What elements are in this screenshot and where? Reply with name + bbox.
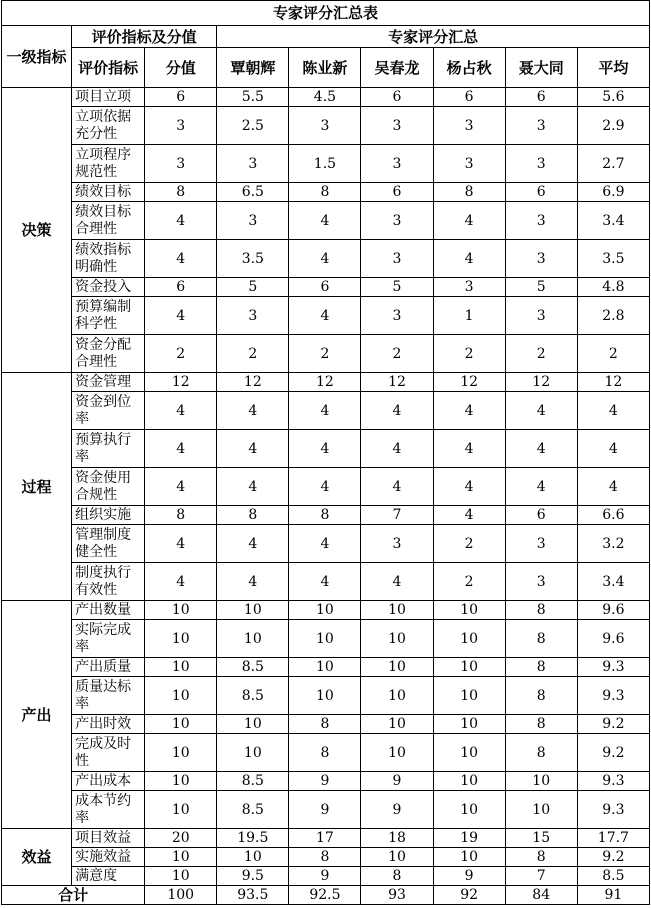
expert-score-cell: 19.5 xyxy=(217,829,289,848)
header-indicator: 评价指标 xyxy=(72,48,145,88)
expert-score-cell: 6 xyxy=(505,88,577,107)
expert-score-cell: 8.5 xyxy=(217,772,289,791)
indicator-cell: 质量达标率 xyxy=(72,677,145,715)
indicator-cell: 预算编制科学性 xyxy=(72,297,145,335)
header-average: 平均 xyxy=(577,48,649,88)
expert-score-cell: 3 xyxy=(361,107,433,145)
expert-score-cell: 2 xyxy=(289,335,361,373)
indicator-cell: 完成及时性 xyxy=(72,734,145,772)
indicator-cell: 制度执行有效性 xyxy=(72,563,145,601)
score-cell: 10 xyxy=(145,677,217,715)
expert-score-cell: 3 xyxy=(433,278,505,297)
indicator-cell: 绩效指标明确性 xyxy=(72,240,145,278)
expert-score-cell: 10 xyxy=(361,658,433,677)
table-row xyxy=(2,715,650,734)
expert-score-cell: 8.5 xyxy=(217,677,289,715)
table-row xyxy=(2,734,650,772)
average-cell: 4 xyxy=(577,392,649,430)
average-cell: 4.8 xyxy=(577,278,649,297)
expert-score-cell: 4 xyxy=(217,563,289,601)
score-cell: 3 xyxy=(145,107,217,145)
expert-score-cell: 6 xyxy=(289,278,361,297)
table-row xyxy=(2,392,650,430)
indicator-cell: 绩效目标 xyxy=(72,183,145,202)
expert-score-cell: 9 xyxy=(289,791,361,829)
indicator-cell: 实际完成率 xyxy=(72,620,145,658)
expert-score-cell: 18 xyxy=(361,829,433,848)
expert-score-cell: 4 xyxy=(433,240,505,278)
expert-score-cell: 6 xyxy=(505,183,577,202)
score-cell: 4 xyxy=(145,525,217,563)
expert-score-cell: 10 xyxy=(217,715,289,734)
expert-score-cell: 3 xyxy=(217,297,289,335)
indicator-cell: 产出质量 xyxy=(72,658,145,677)
indicator-cell: 立项程序规范性 xyxy=(72,145,145,183)
expert-score-cell: 8 xyxy=(505,734,577,772)
average-cell: 9.2 xyxy=(577,848,649,867)
header-score: 分值 xyxy=(145,48,217,88)
expert-score-cell: 8 xyxy=(505,848,577,867)
expert-score-cell: 4 xyxy=(289,202,361,240)
expert-score-cell: 6 xyxy=(505,506,577,525)
total-label: 合计 xyxy=(2,886,145,905)
indicator-cell: 产出时效 xyxy=(72,715,145,734)
score-cell: 4 xyxy=(145,563,217,601)
expert-score-cell: 5 xyxy=(361,278,433,297)
expert-score-cell: 8.5 xyxy=(217,791,289,829)
table-row xyxy=(2,88,650,107)
expert-score-cell: 9 xyxy=(361,772,433,791)
score-cell: 6 xyxy=(145,278,217,297)
expert-score-cell: 3 xyxy=(361,525,433,563)
expert-score-cell: 8 xyxy=(505,658,577,677)
table-row xyxy=(2,563,650,601)
expert-score-cell: 8 xyxy=(289,715,361,734)
expert-score-cell: 8 xyxy=(289,848,361,867)
indicator-cell: 立项依据充分性 xyxy=(72,107,145,145)
total-value-cell: 91 xyxy=(577,886,649,905)
expert-score-cell: 4 xyxy=(289,563,361,601)
header-expert-1: 覃朝辉 xyxy=(217,48,289,88)
score-cell: 4 xyxy=(145,430,217,468)
expert-score-cell: 10 xyxy=(361,848,433,867)
table-row xyxy=(2,620,650,658)
expert-score-cell: 10 xyxy=(217,601,289,620)
expert-score-cell: 4 xyxy=(361,468,433,506)
expert-score-cell: 2 xyxy=(433,525,505,563)
expert-score-cell: 4 xyxy=(433,506,505,525)
average-cell: 12 xyxy=(577,373,649,392)
total-value-cell: 93.5 xyxy=(217,886,289,905)
expert-score-cell: 8.5 xyxy=(217,658,289,677)
header-expert-5: 聂大同 xyxy=(505,48,577,88)
expert-score-cell: 10 xyxy=(217,620,289,658)
indicator-cell: 项目立项 xyxy=(72,88,145,107)
expert-score-cell: 8 xyxy=(361,867,433,886)
indicator-cell: 资金投入 xyxy=(72,278,145,297)
expert-score-cell: 12 xyxy=(217,373,289,392)
table-row xyxy=(2,107,650,145)
expert-score-cell: 4 xyxy=(217,392,289,430)
average-cell: 9.6 xyxy=(577,620,649,658)
score-cell: 10 xyxy=(145,715,217,734)
indicator-cell: 资金使用合规性 xyxy=(72,468,145,506)
indicator-cell: 成本节约率 xyxy=(72,791,145,829)
average-cell: 3.5 xyxy=(577,240,649,278)
expert-score-cell: 3 xyxy=(505,563,577,601)
expert-score-cell: 8 xyxy=(505,620,577,658)
table-row xyxy=(2,772,650,791)
expert-score-cell: 6 xyxy=(361,88,433,107)
table-row xyxy=(2,430,650,468)
expert-score-cell: 2 xyxy=(217,335,289,373)
average-cell: 4 xyxy=(577,468,649,506)
average-cell: 5.6 xyxy=(577,88,649,107)
expert-score-cell: 1 xyxy=(433,297,505,335)
average-cell: 4 xyxy=(577,430,649,468)
indicator-cell: 预算执行率 xyxy=(72,430,145,468)
score-cell: 4 xyxy=(145,297,217,335)
expert-score-cell: 3 xyxy=(505,240,577,278)
expert-score-cell: 12 xyxy=(289,373,361,392)
total-value-cell: 100 xyxy=(145,886,217,905)
average-cell: 6.6 xyxy=(577,506,649,525)
table-row xyxy=(2,278,650,297)
score-cell: 4 xyxy=(145,468,217,506)
indicator-cell: 实施效益 xyxy=(72,848,145,867)
indicator-cell: 项目效益 xyxy=(72,829,145,848)
expert-score-cell: 12 xyxy=(505,373,577,392)
category-decision: 决策 xyxy=(2,88,72,373)
expert-score-cell: 10 xyxy=(217,734,289,772)
category-process: 过程 xyxy=(2,373,72,601)
header-expert-4: 杨占秋 xyxy=(433,48,505,88)
expert-score-cell: 9 xyxy=(361,791,433,829)
indicator-cell: 资金到位率 xyxy=(72,392,145,430)
score-cell: 4 xyxy=(145,202,217,240)
expert-score-cell: 12 xyxy=(361,373,433,392)
expert-score-cell: 8 xyxy=(289,734,361,772)
expert-score-cell: 3.5 xyxy=(217,240,289,278)
expert-score-cell: 4 xyxy=(289,392,361,430)
score-cell: 4 xyxy=(145,392,217,430)
expert-score-cell: 8 xyxy=(433,183,505,202)
expert-score-cell: 4 xyxy=(289,430,361,468)
table-row xyxy=(2,506,650,525)
score-cell: 20 xyxy=(145,829,217,848)
expert-score-cell: 3 xyxy=(505,202,577,240)
expert-score-cell: 4.5 xyxy=(289,88,361,107)
expert-score-cell: 1.5 xyxy=(289,145,361,183)
expert-score-cell: 6.5 xyxy=(217,183,289,202)
expert-score-cell: 4 xyxy=(289,240,361,278)
expert-score-cell: 8 xyxy=(289,183,361,202)
average-cell: 2.9 xyxy=(577,107,649,145)
expert-score-cell: 3 xyxy=(361,202,433,240)
header-indicator-group: 评价指标及分值 xyxy=(72,26,217,48)
expert-score-cell: 10 xyxy=(289,620,361,658)
header-expert-group: 专家评分汇总 xyxy=(217,26,650,48)
table-row xyxy=(2,183,650,202)
expert-score-cell: 3 xyxy=(505,107,577,145)
average-cell: 9.3 xyxy=(577,791,649,829)
table-row xyxy=(2,867,650,886)
expert-score-cell: 9 xyxy=(289,772,361,791)
expert-score-cell: 3 xyxy=(361,297,433,335)
table-title: 专家评分汇总表 xyxy=(2,1,650,26)
average-cell: 8.5 xyxy=(577,867,649,886)
category-output: 产出 xyxy=(2,601,72,829)
average-cell: 9.2 xyxy=(577,734,649,772)
expert-score-cell: 4 xyxy=(361,392,433,430)
score-cell: 8 xyxy=(145,183,217,202)
expert-score-cell: 4 xyxy=(433,392,505,430)
score-cell: 10 xyxy=(145,848,217,867)
table-row xyxy=(2,373,650,392)
expert-score-cell: 2 xyxy=(361,335,433,373)
average-cell: 2 xyxy=(577,335,649,373)
expert-score-cell: 17 xyxy=(289,829,361,848)
expert-score-cell: 10 xyxy=(433,734,505,772)
expert-score-cell: 10 xyxy=(505,772,577,791)
average-cell: 9.3 xyxy=(577,772,649,791)
expert-score-summary-table xyxy=(1,0,650,905)
table-row xyxy=(2,601,650,620)
indicator-cell: 资金管理 xyxy=(72,373,145,392)
score-cell: 10 xyxy=(145,867,217,886)
average-cell: 6.9 xyxy=(577,183,649,202)
expert-score-cell: 4 xyxy=(505,392,577,430)
score-cell: 2 xyxy=(145,335,217,373)
expert-score-cell: 4 xyxy=(361,430,433,468)
expert-score-cell: 10 xyxy=(289,601,361,620)
header-expert-2: 陈业新 xyxy=(289,48,361,88)
expert-score-cell: 15 xyxy=(505,829,577,848)
average-cell: 2.8 xyxy=(577,297,649,335)
table-row xyxy=(2,829,650,848)
score-cell: 10 xyxy=(145,620,217,658)
score-cell: 10 xyxy=(145,658,217,677)
average-cell: 9.3 xyxy=(577,677,649,715)
score-cell: 8 xyxy=(145,506,217,525)
expert-score-cell: 10 xyxy=(433,772,505,791)
expert-score-cell: 2.5 xyxy=(217,107,289,145)
expert-score-cell: 4 xyxy=(433,202,505,240)
expert-score-cell: 10 xyxy=(361,715,433,734)
score-cell: 10 xyxy=(145,772,217,791)
average-cell: 3.2 xyxy=(577,525,649,563)
score-cell: 3 xyxy=(145,145,217,183)
expert-score-cell: 10 xyxy=(289,677,361,715)
expert-score-cell: 4 xyxy=(217,430,289,468)
total-value-cell: 92.5 xyxy=(289,886,361,905)
expert-score-cell: 8 xyxy=(505,677,577,715)
expert-score-cell: 3 xyxy=(361,145,433,183)
average-cell: 2.7 xyxy=(577,145,649,183)
table-row xyxy=(2,202,650,240)
expert-score-cell: 10 xyxy=(433,677,505,715)
average-cell: 3.4 xyxy=(577,563,649,601)
average-cell: 9.2 xyxy=(577,715,649,734)
expert-score-cell: 8 xyxy=(505,601,577,620)
expert-score-cell: 8 xyxy=(289,506,361,525)
expert-score-cell: 3 xyxy=(505,525,577,563)
expert-score-cell: 3 xyxy=(217,202,289,240)
expert-score-cell: 4 xyxy=(289,297,361,335)
header-row-1 xyxy=(2,26,650,48)
expert-score-cell: 3 xyxy=(217,145,289,183)
expert-score-cell: 12 xyxy=(433,373,505,392)
expert-score-cell: 5 xyxy=(217,278,289,297)
indicator-cell: 绩效目标合理性 xyxy=(72,202,145,240)
expert-score-cell: 10 xyxy=(433,620,505,658)
expert-score-cell: 8 xyxy=(505,715,577,734)
header-level1: 一级指标 xyxy=(2,26,72,88)
expert-score-cell: 10 xyxy=(433,658,505,677)
expert-score-cell: 8 xyxy=(217,506,289,525)
header-expert-3: 吴春龙 xyxy=(361,48,433,88)
indicator-cell: 组织实施 xyxy=(72,506,145,525)
score-cell: 10 xyxy=(145,791,217,829)
category-benefit: 效益 xyxy=(2,829,72,886)
table-row xyxy=(2,468,650,506)
score-cell: 10 xyxy=(145,601,217,620)
table-row xyxy=(2,297,650,335)
expert-score-cell: 10 xyxy=(433,791,505,829)
expert-score-cell: 6 xyxy=(361,183,433,202)
average-cell: 9.6 xyxy=(577,601,649,620)
expert-score-cell: 10 xyxy=(217,848,289,867)
expert-score-cell: 10 xyxy=(361,677,433,715)
table-row xyxy=(2,677,650,715)
table-row xyxy=(2,848,650,867)
score-cell: 6 xyxy=(145,88,217,107)
table-row xyxy=(2,525,650,563)
header-row-2 xyxy=(2,48,650,88)
table-row xyxy=(2,335,650,373)
expert-score-cell: 3 xyxy=(433,107,505,145)
expert-score-cell: 9 xyxy=(433,867,505,886)
expert-score-cell: 9.5 xyxy=(217,867,289,886)
expert-score-cell: 3 xyxy=(505,145,577,183)
title-row xyxy=(2,1,650,26)
expert-score-cell: 4 xyxy=(217,525,289,563)
average-cell: 9.3 xyxy=(577,658,649,677)
total-value-cell: 84 xyxy=(505,886,577,905)
expert-score-cell: 10 xyxy=(361,601,433,620)
expert-score-cell: 5.5 xyxy=(217,88,289,107)
expert-score-cell: 2 xyxy=(433,335,505,373)
expert-score-cell: 4 xyxy=(289,525,361,563)
expert-score-cell: 10 xyxy=(361,734,433,772)
expert-score-cell: 10 xyxy=(505,791,577,829)
total-value-cell: 92 xyxy=(433,886,505,905)
expert-score-cell: 7 xyxy=(361,506,433,525)
score-cell: 12 xyxy=(145,373,217,392)
expert-score-cell: 19 xyxy=(433,829,505,848)
expert-score-cell: 3 xyxy=(505,297,577,335)
expert-score-cell: 3 xyxy=(289,107,361,145)
expert-score-cell: 4 xyxy=(217,468,289,506)
expert-score-cell: 9 xyxy=(289,867,361,886)
expert-score-cell: 4 xyxy=(505,430,577,468)
expert-score-cell: 10 xyxy=(433,601,505,620)
average-cell: 17.7 xyxy=(577,829,649,848)
expert-score-cell: 10 xyxy=(289,658,361,677)
table-row xyxy=(2,240,650,278)
average-cell: 3.4 xyxy=(577,202,649,240)
indicator-cell: 资金分配合理性 xyxy=(72,335,145,373)
expert-score-cell: 3 xyxy=(433,145,505,183)
expert-score-cell: 10 xyxy=(433,715,505,734)
expert-score-cell: 5 xyxy=(505,278,577,297)
indicator-cell: 管理制度健全性 xyxy=(72,525,145,563)
indicator-cell: 产出数量 xyxy=(72,601,145,620)
expert-score-cell: 2 xyxy=(505,335,577,373)
expert-score-cell: 3 xyxy=(361,240,433,278)
expert-score-cell: 10 xyxy=(361,620,433,658)
table-row xyxy=(2,791,650,829)
expert-score-cell: 4 xyxy=(433,430,505,468)
expert-score-cell: 4 xyxy=(361,563,433,601)
expert-score-cell: 4 xyxy=(289,468,361,506)
expert-score-cell: 6 xyxy=(433,88,505,107)
expert-score-cell: 7 xyxy=(505,867,577,886)
table-row xyxy=(2,145,650,183)
score-cell: 10 xyxy=(145,734,217,772)
score-cell: 4 xyxy=(145,240,217,278)
table-row xyxy=(2,658,650,677)
expert-score-cell: 4 xyxy=(433,468,505,506)
expert-score-cell: 10 xyxy=(433,848,505,867)
expert-score-cell: 2 xyxy=(433,563,505,601)
indicator-cell: 满意度 xyxy=(72,867,145,886)
total-value-cell: 93 xyxy=(361,886,433,905)
indicator-cell: 产出成本 xyxy=(72,772,145,791)
total-row xyxy=(2,886,650,905)
expert-score-cell: 4 xyxy=(505,468,577,506)
